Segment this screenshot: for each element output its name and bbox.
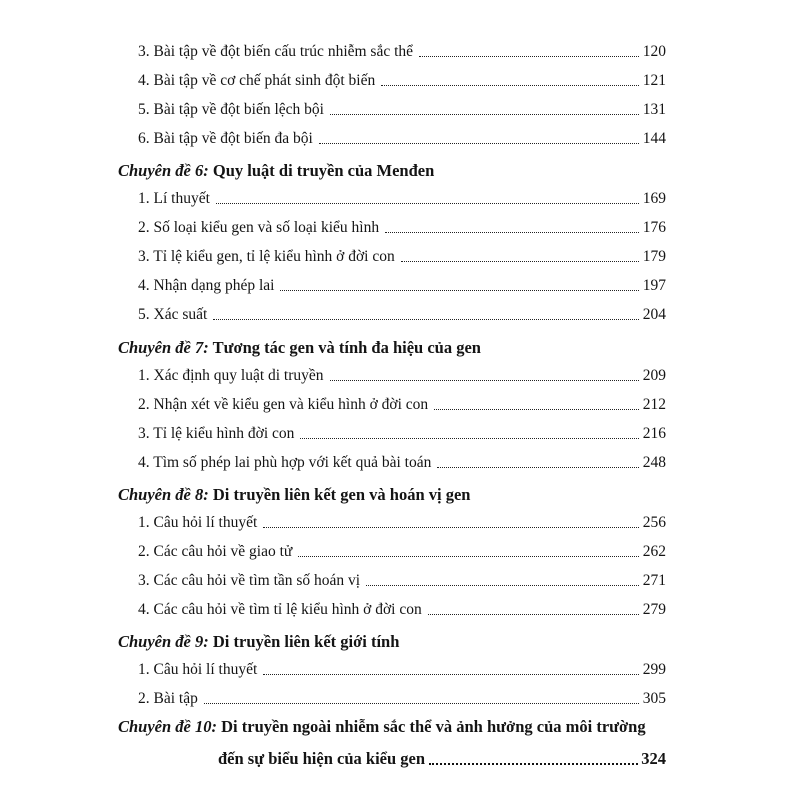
dot-leader bbox=[385, 232, 639, 233]
toc-entry-page: 121 bbox=[642, 72, 666, 89]
dot-leader bbox=[204, 703, 639, 704]
toc-entry bbox=[138, 689, 666, 709]
chapter-title: Quy luật di truyền của Menđen bbox=[212, 161, 435, 180]
dot-leader bbox=[428, 614, 639, 615]
toc-entry-label: 5. Xác suất bbox=[138, 306, 208, 323]
chapter-title: Di truyền ngoài nhiễm sắc thể và ảnh hưởng của môi trường bbox=[221, 717, 646, 736]
toc-entry-label: 2. Số loại kiểu gen và số loại kiểu hình bbox=[138, 219, 380, 236]
toc-entry-page: 299 bbox=[642, 661, 666, 678]
chapter-tag: Chuyên đề 8: bbox=[118, 485, 209, 504]
toc-entry-page: 204 bbox=[642, 306, 666, 323]
toc-entry-label: 4. Các câu hỏi về tìm tỉ lệ kiểu hình ở đời con bbox=[138, 601, 422, 618]
toc-entry bbox=[138, 100, 666, 120]
chapter-heading bbox=[118, 716, 646, 738]
chapter-title: Tương tác gen và tính đa hiệu của gen bbox=[212, 338, 481, 357]
toc-entry-page: 209 bbox=[642, 367, 666, 384]
toc-entry-page: 271 bbox=[642, 572, 666, 589]
toc-entry bbox=[138, 218, 666, 238]
dot-leader bbox=[429, 763, 638, 765]
toc-entry-page: 144 bbox=[642, 130, 666, 147]
toc-entry-label: 3. Bài tập về đột biến cấu trúc nhiễm sắc thể bbox=[138, 43, 414, 60]
toc-entry-page: 179 bbox=[642, 248, 666, 265]
toc-entry-label: 4. Tìm số phép lai phù hợp với kết quả bài toán bbox=[138, 454, 432, 471]
chapter-title: Di truyền liên kết gen và hoán vị gen bbox=[212, 485, 471, 504]
dot-leader bbox=[298, 556, 638, 557]
chapter-heading bbox=[118, 160, 434, 182]
toc-entry-page: 176 bbox=[642, 219, 666, 236]
toc-entry-label: 4. Nhận dạng phép lai bbox=[138, 277, 275, 294]
dot-leader bbox=[381, 85, 639, 86]
toc-entry-label: 3. Các câu hỏi về tìm tần số hoán vị bbox=[138, 572, 361, 589]
dot-leader bbox=[366, 585, 639, 586]
toc-entry bbox=[138, 71, 666, 91]
toc-entry bbox=[138, 600, 666, 620]
toc-entry bbox=[138, 571, 666, 591]
toc-entry-page: 197 bbox=[642, 277, 666, 294]
toc-entry bbox=[138, 189, 666, 209]
dot-leader bbox=[434, 409, 639, 410]
chapter-tag: Chuyên đề 6: bbox=[118, 161, 209, 180]
chapter-heading-continued bbox=[218, 748, 666, 770]
dot-leader bbox=[330, 380, 639, 381]
toc-entry bbox=[138, 424, 666, 444]
dot-leader bbox=[213, 319, 638, 320]
chapter-heading bbox=[118, 484, 470, 506]
chapter-page: 324 bbox=[641, 749, 666, 768]
dot-leader bbox=[319, 143, 639, 144]
toc-entry-label: 2. Nhận xét về kiểu gen và kiểu hình ở đời con bbox=[138, 396, 429, 413]
chapter-heading bbox=[118, 631, 399, 653]
toc-entry-page: 216 bbox=[642, 425, 666, 442]
dot-leader bbox=[419, 56, 639, 57]
toc-entry-label: 4. Bài tập về cơ chế phát sinh đột biến bbox=[138, 72, 376, 89]
toc-entry-label: 6. Bài tập về đột biến đa bội bbox=[138, 130, 313, 147]
toc-entry-page: 169 bbox=[642, 190, 666, 207]
toc-entry-label: 1. Câu hỏi lí thuyết bbox=[138, 661, 258, 678]
toc-entry-page: 305 bbox=[642, 690, 666, 707]
toc-entry bbox=[138, 513, 666, 533]
chapter-tag: Chuyên đề 9: bbox=[118, 632, 209, 651]
toc-entry bbox=[138, 660, 666, 680]
dot-leader bbox=[437, 467, 638, 468]
toc-entry bbox=[138, 276, 666, 296]
toc-entry bbox=[138, 129, 666, 149]
dot-leader bbox=[300, 438, 638, 439]
toc-entry bbox=[138, 42, 666, 62]
toc-entry-page: 256 bbox=[642, 514, 666, 531]
toc-entry bbox=[138, 453, 666, 473]
toc-entry-page: 279 bbox=[642, 601, 666, 618]
chapter-title: Di truyền liên kết giới tính bbox=[212, 632, 400, 651]
chapter-heading bbox=[118, 337, 481, 359]
dot-leader bbox=[263, 674, 638, 675]
toc-entry-page: 131 bbox=[642, 101, 666, 118]
toc-entry bbox=[138, 395, 666, 415]
toc-entry bbox=[138, 305, 666, 325]
toc-entry-label: 3. Tỉ lệ kiểu gen, tỉ lệ kiểu hình ở đời con bbox=[138, 248, 395, 265]
toc-entry-label: 1. Câu hỏi lí thuyết bbox=[138, 514, 258, 531]
toc-entry bbox=[138, 247, 666, 267]
dot-leader bbox=[280, 290, 638, 291]
dot-leader bbox=[216, 203, 639, 204]
toc-entry-label: 2. Các câu hỏi về giao tử bbox=[138, 543, 293, 560]
toc-entry-label: 5. Bài tập về đột biến lệch bội bbox=[138, 101, 324, 118]
dot-leader bbox=[401, 261, 639, 262]
dot-leader bbox=[263, 527, 638, 528]
toc-entry-page: 212 bbox=[642, 396, 666, 413]
toc-entry-label: 1. Xác định quy luật di truyền bbox=[138, 367, 324, 384]
toc-entry-label: 2. Bài tập bbox=[138, 690, 198, 707]
toc-entry-page: 262 bbox=[642, 543, 666, 560]
toc-entry bbox=[138, 366, 666, 386]
chapter-tag: Chuyên đề 10: bbox=[118, 717, 217, 736]
toc-entry bbox=[138, 542, 666, 562]
chapter-tag: Chuyên đề 7: bbox=[118, 338, 209, 357]
toc-entry-page: 248 bbox=[642, 454, 666, 471]
dot-leader bbox=[330, 114, 639, 115]
toc-entry-page: 120 bbox=[642, 43, 666, 60]
chapter-title-continued: đến sự biểu hiện của kiểu gen bbox=[218, 749, 426, 768]
toc-entry-label: 1. Lí thuyết bbox=[138, 190, 210, 207]
toc-entry-label: 3. Tỉ lệ kiểu hình đời con bbox=[138, 425, 295, 442]
